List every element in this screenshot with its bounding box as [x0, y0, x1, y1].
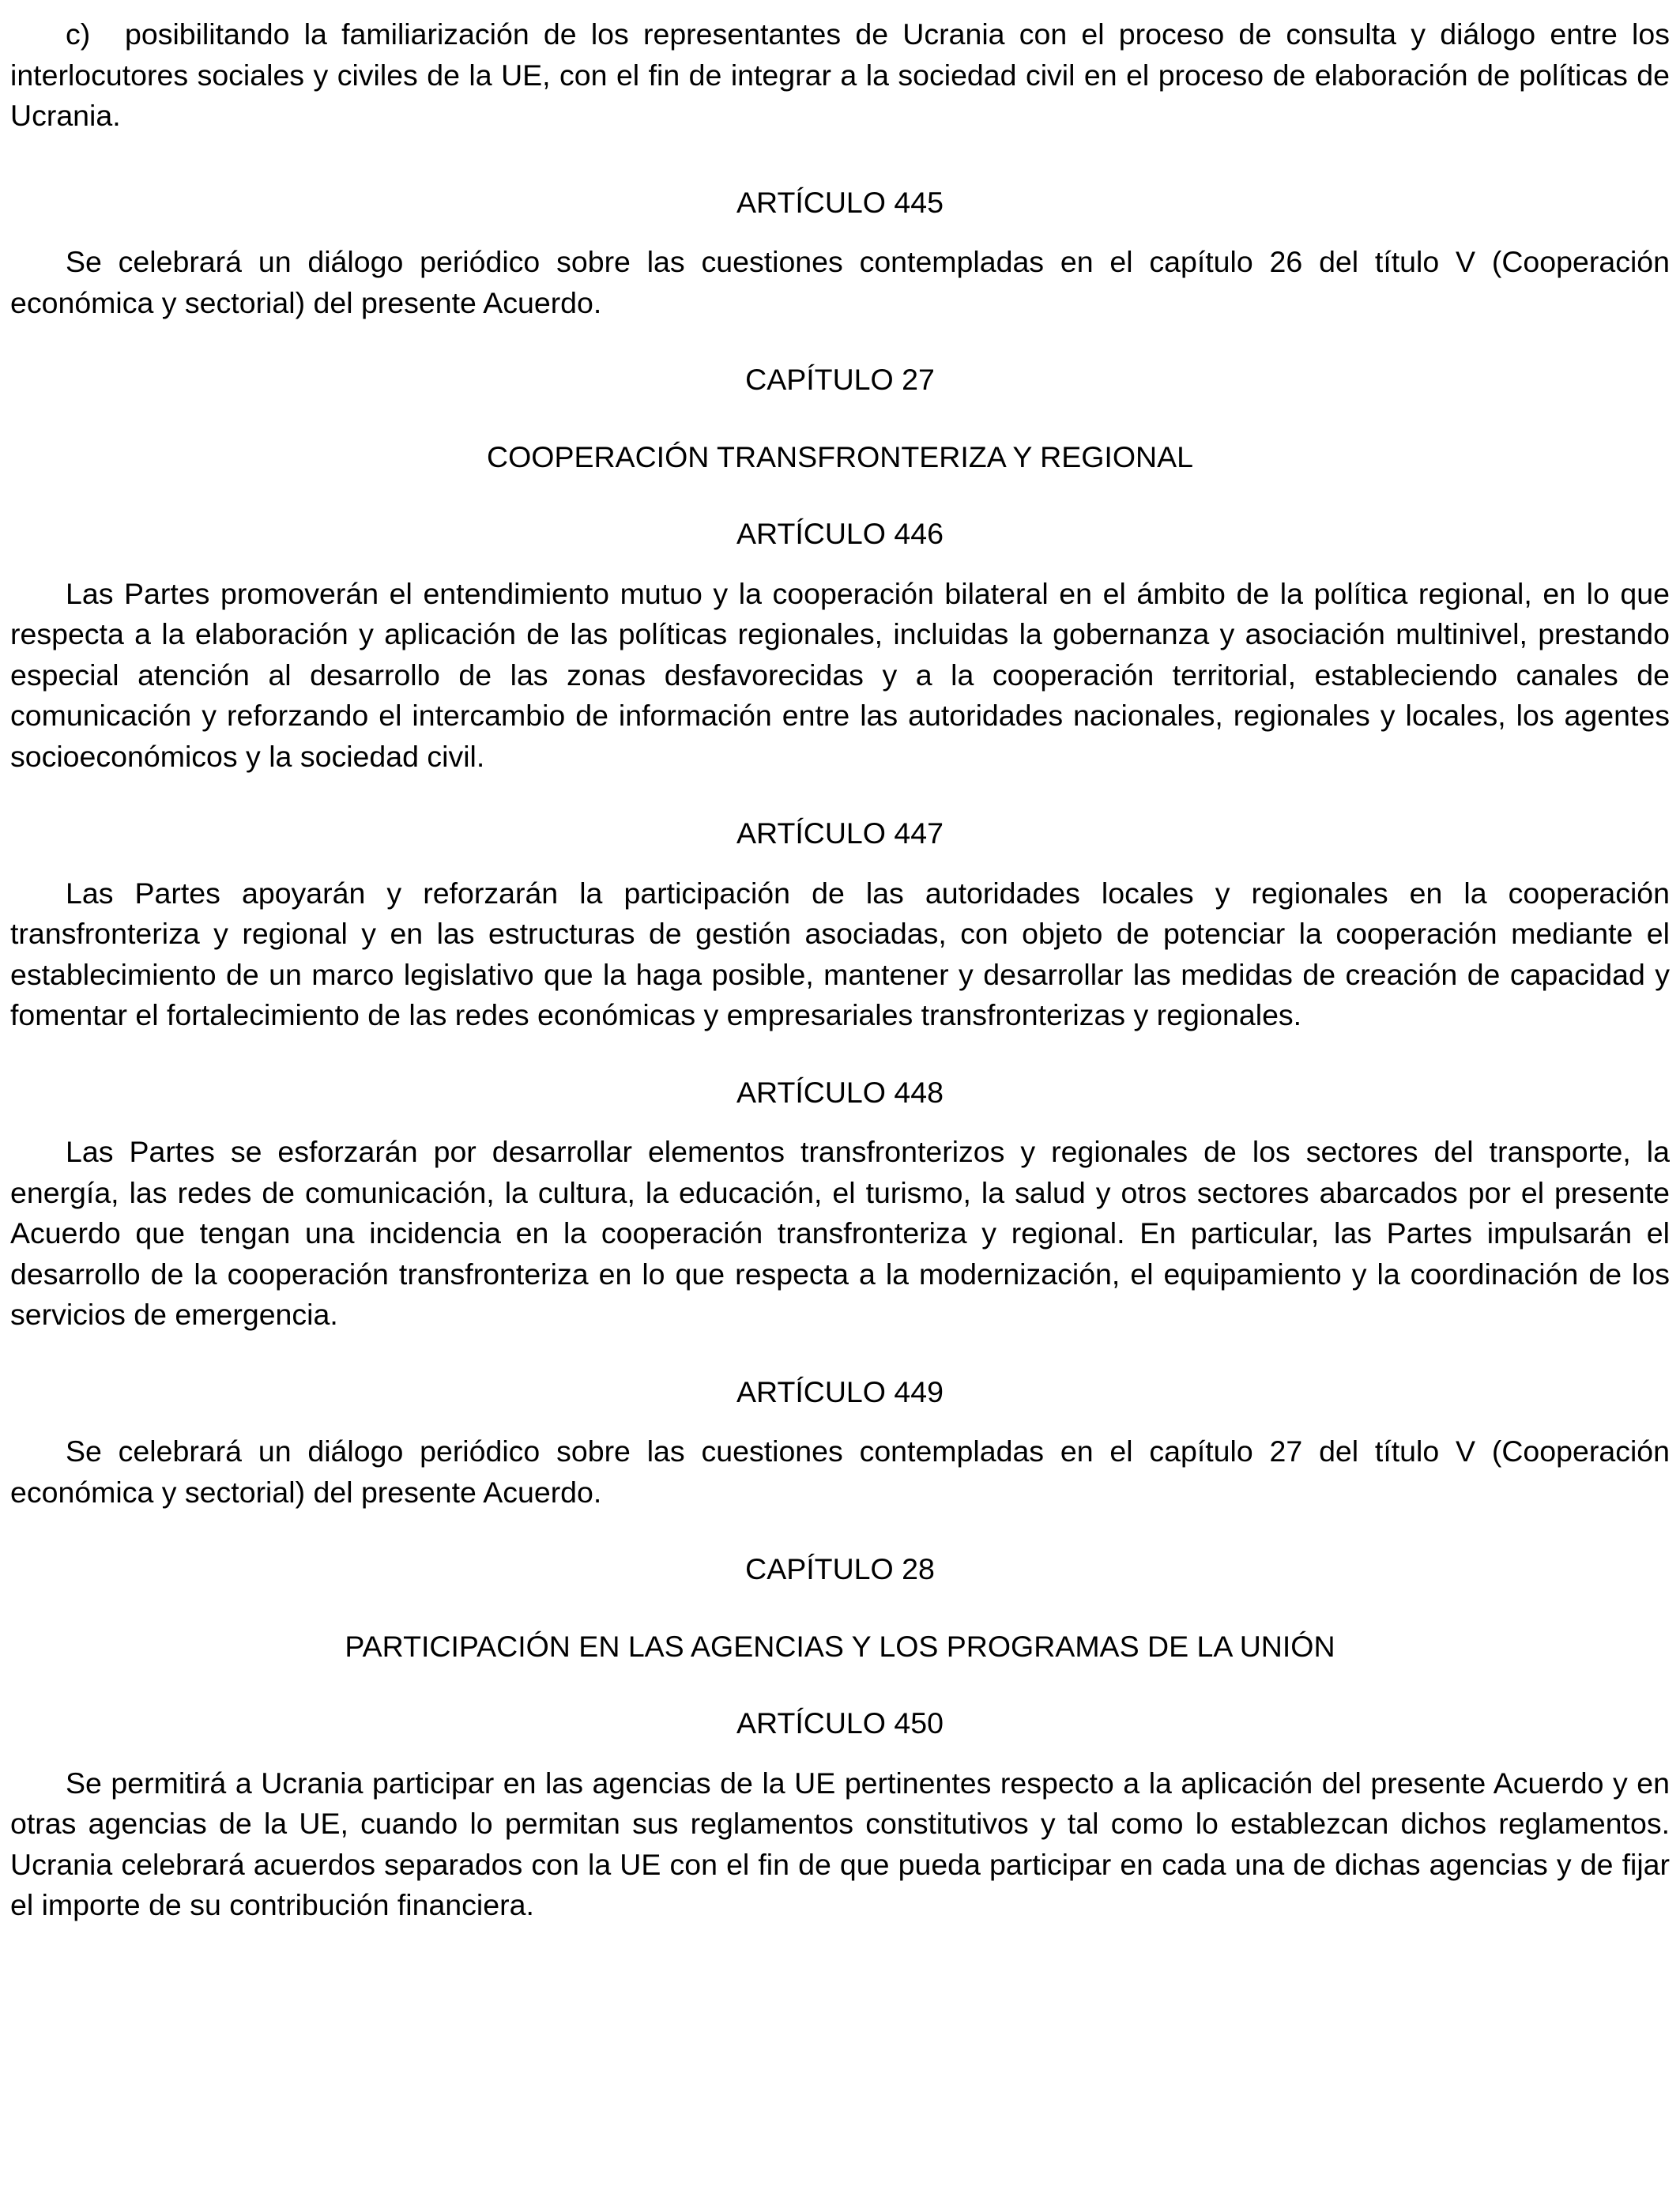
article-448-text: Las Partes se esforzarán por desarrollar elementos transfronterizos y regionales de los sectores del transporte, la energía, las redes de comunicación, la cultura, la educación, el turismo, la salud y otros sectores abarcados por el presente Acuerdo que tengan una incidencia en la cooperación transfronteriza y regional. En particular, las Partes impulsarán el desarrollo de la cooperación transfronteriza en lo que respecta a la modernización, el equipamiento y la coordinación de los servicios de emergencia. — [10, 1135, 1670, 1331]
chapter-27-heading: CAPÍTULO 27 — [745, 363, 935, 396]
chapter-28-heading: CAPÍTULO 28 — [745, 1552, 935, 1585]
list-item-c — [10, 14, 1670, 137]
article-449-heading: ARTÍCULO 449 — [736, 1374, 944, 1408]
article-447-text: Las Partes apoyarán y reforzarán la participación de las autoridades locales y regionales en la cooperación transfronteriza y regional y en las estructuras de gestión asociadas, con objeto de potenciar la cooperación mediante el establecimiento de un marco legislativo que la haga posible, mantener y desarrollar las medidas de creación de capacidad y fomentar el fortalecimiento de las redes económicas y empresariales transfronterizas y regionales. — [10, 876, 1670, 1031]
article-445-heading: ARTÍCULO 445 — [736, 185, 944, 219]
list-marker: c) — [66, 17, 91, 51]
article-448-heading: ARTÍCULO 448 — [736, 1075, 944, 1109]
article-445-text: Se celebrará un diálogo periódico sobre las cuestiones contempladas en el capítulo 26 del título V (Cooperación económica y sectorial) del presente Acuerdo. — [10, 245, 1670, 319]
list-item-text: posibilitando la familiarización de los representantes de Ucrania con el proceso de consulta y diálogo entre los interlocutores sociales y civiles de la UE, con el fin de integrar a la sociedad civil en el proceso de elaboración de políticas de Ucrania. — [10, 17, 1670, 132]
article-449-text: Se celebrará un diálogo periódico sobre las cuestiones contempladas en el capítulo 27 del título V (Cooperación económica y sectorial) del presente Acuerdo. — [10, 1434, 1670, 1509]
chapter-27-title: COOPERACIÓN TRANSFRONTERIZA Y REGIONAL — [487, 439, 1193, 473]
article-450-heading: ARTÍCULO 450 — [736, 1706, 944, 1740]
article-450-text: Se permitirá a Ucrania participar en las agencias de la UE pertinentes respecto a la aplicación del presente Acuerdo y en otras agencias de la UE, cuando lo permitan sus reglamentos constitutivos y tal como lo establezcan dichos reglamentos. Ucrania celebrará acuerdos separados con la UE con el fin de que pueda participar en cada una de dichas agencias y de fijar el importe de su contribución financiera. — [10, 1766, 1670, 1921]
chapter-28-title: PARTICIPACIÓN EN LAS AGENCIAS Y LOS PROGRAMAS DE LA UNIÓN — [345, 1629, 1335, 1663]
document-body — [10, 14, 1670, 1926]
article-446-heading: ARTÍCULO 446 — [736, 517, 944, 550]
article-446-text: Las Partes promoverán el entendimiento mutuo y la cooperación bilateral en el ámbito de la política regional, en lo que respecta a la elaboración y aplicación de las políticas regionales, incluidas la gobernanza y asociación multinivel, prestando especial atención al desarrollo de las zonas desfavorecidas y a la cooperación territorial, estableciendo canales de comunicación y reforzando el intercambio de información entre las autoridades nacionales, regionales y locales, los agentes socioeconómicos y la sociedad civil. — [10, 576, 1670, 773]
article-447-heading: ARTÍCULO 447 — [736, 816, 944, 850]
